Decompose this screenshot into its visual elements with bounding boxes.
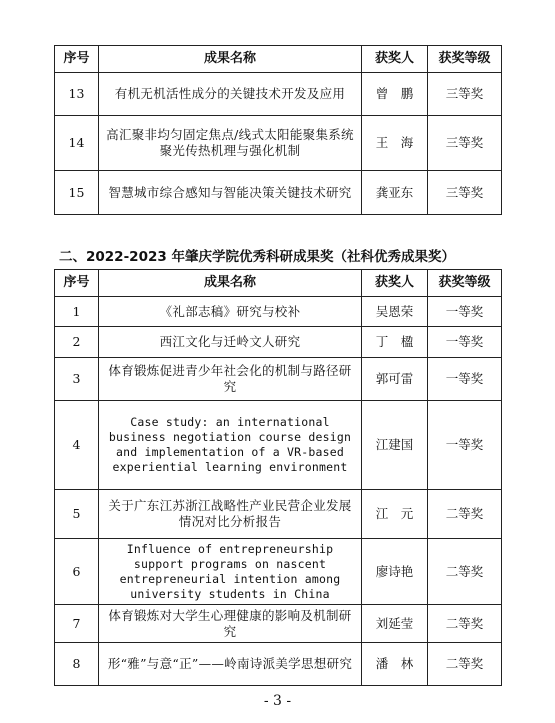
row-index: 14 xyxy=(55,116,99,171)
achievement-name: 有机无机活性成分的关键技术开发及应用 xyxy=(99,73,362,116)
table-row xyxy=(55,73,502,116)
row-index: 3 xyxy=(55,358,99,401)
table-row xyxy=(55,401,502,490)
winner-name: 吴恩荣 xyxy=(362,297,428,327)
header-index: 序号 xyxy=(55,270,99,297)
award-level: 二等奖 xyxy=(428,490,502,539)
table-row xyxy=(55,171,502,215)
row-index: 13 xyxy=(55,73,99,116)
table-row xyxy=(55,358,502,401)
row-index: 2 xyxy=(55,327,99,358)
table-row xyxy=(55,490,502,539)
row-index: 5 xyxy=(55,490,99,539)
table-row xyxy=(55,539,502,605)
header-index: 序号 xyxy=(55,46,99,73)
winner-name: 刘延莹 xyxy=(362,605,428,643)
winner-name: 郭可雷 xyxy=(362,358,428,401)
row-index: 15 xyxy=(55,171,99,215)
achievement-name: 关于广东江苏浙江战略性产业民营企业发展情况对比分析报告 xyxy=(99,490,362,539)
achievement-name: 《礼部志稿》研究与校补 xyxy=(99,297,362,327)
header-award-level: 获奖等级 xyxy=(428,270,502,297)
table-row xyxy=(55,297,502,327)
winner-name: 廖诗艳 xyxy=(362,539,428,605)
table-header-row xyxy=(55,46,502,73)
award-level: 一等奖 xyxy=(428,327,502,358)
award-level: 三等奖 xyxy=(428,116,502,171)
winner-name: 曾 鹏 xyxy=(362,73,428,116)
section-title: 二、2022-2023 年肇庆学院优秀科研成果奖（社科优秀成果奖） xyxy=(59,249,455,265)
award-level: 三等奖 xyxy=(428,171,502,215)
achievement-name: 智慧城市综合感知与智能决策关键技术研究 xyxy=(99,171,362,215)
winner-name: 王 海 xyxy=(362,116,428,171)
table-row xyxy=(55,605,502,643)
award-level: 二等奖 xyxy=(428,539,502,605)
award-level: 一等奖 xyxy=(428,401,502,490)
winner-name: 丁 楹 xyxy=(362,327,428,358)
page-number: - 3 - xyxy=(263,693,292,709)
award-level: 一等奖 xyxy=(428,358,502,401)
table-row xyxy=(55,327,502,358)
table-header-row xyxy=(55,270,502,297)
achievement-name: 西江文化与迁岭文人研究 xyxy=(99,327,362,358)
row-index: 6 xyxy=(55,539,99,605)
achievement-name: 形“雅”与意“正”——岭南诗派美学思想研究 xyxy=(99,643,362,686)
winner-name: 江建国 xyxy=(362,401,428,490)
row-index: 7 xyxy=(55,605,99,643)
achievement-name: Case study: an international business negotiation course design and implementation of a VR-based experiential learning environment xyxy=(99,401,362,490)
header-award-level: 获奖等级 xyxy=(428,46,502,73)
awards-table-social-science xyxy=(54,269,502,686)
row-index: 1 xyxy=(55,297,99,327)
header-winner: 获奖人 xyxy=(362,46,428,73)
winner-name: 龚亚东 xyxy=(362,171,428,215)
row-index: 4 xyxy=(55,401,99,490)
table-row xyxy=(55,116,502,171)
table-row xyxy=(55,643,502,686)
achievement-name: 体育锻炼促进青少年社会化的机制与路径研究 xyxy=(99,358,362,401)
award-level: 三等奖 xyxy=(428,73,502,116)
winner-name: 潘 林 xyxy=(362,643,428,686)
row-index: 8 xyxy=(55,643,99,686)
award-level: 一等奖 xyxy=(428,297,502,327)
achievement-name: 高汇聚非均匀固定焦点/线式太阳能聚集系统聚光传热机理与强化机制 xyxy=(99,116,362,171)
achievement-name: 体育锻炼对大学生心理健康的影响及机制研究 xyxy=(99,605,362,643)
award-level: 二等奖 xyxy=(428,643,502,686)
winner-name: 江 元 xyxy=(362,490,428,539)
header-winner: 获奖人 xyxy=(362,270,428,297)
header-achievement-name: 成果名称 xyxy=(99,270,362,297)
achievement-name: Influence of entrepreneurship support programs on nascent entrepreneurial intention among university students in China xyxy=(99,539,362,605)
awards-table-science xyxy=(54,45,502,215)
header-achievement-name: 成果名称 xyxy=(99,46,362,73)
award-level: 二等奖 xyxy=(428,605,502,643)
